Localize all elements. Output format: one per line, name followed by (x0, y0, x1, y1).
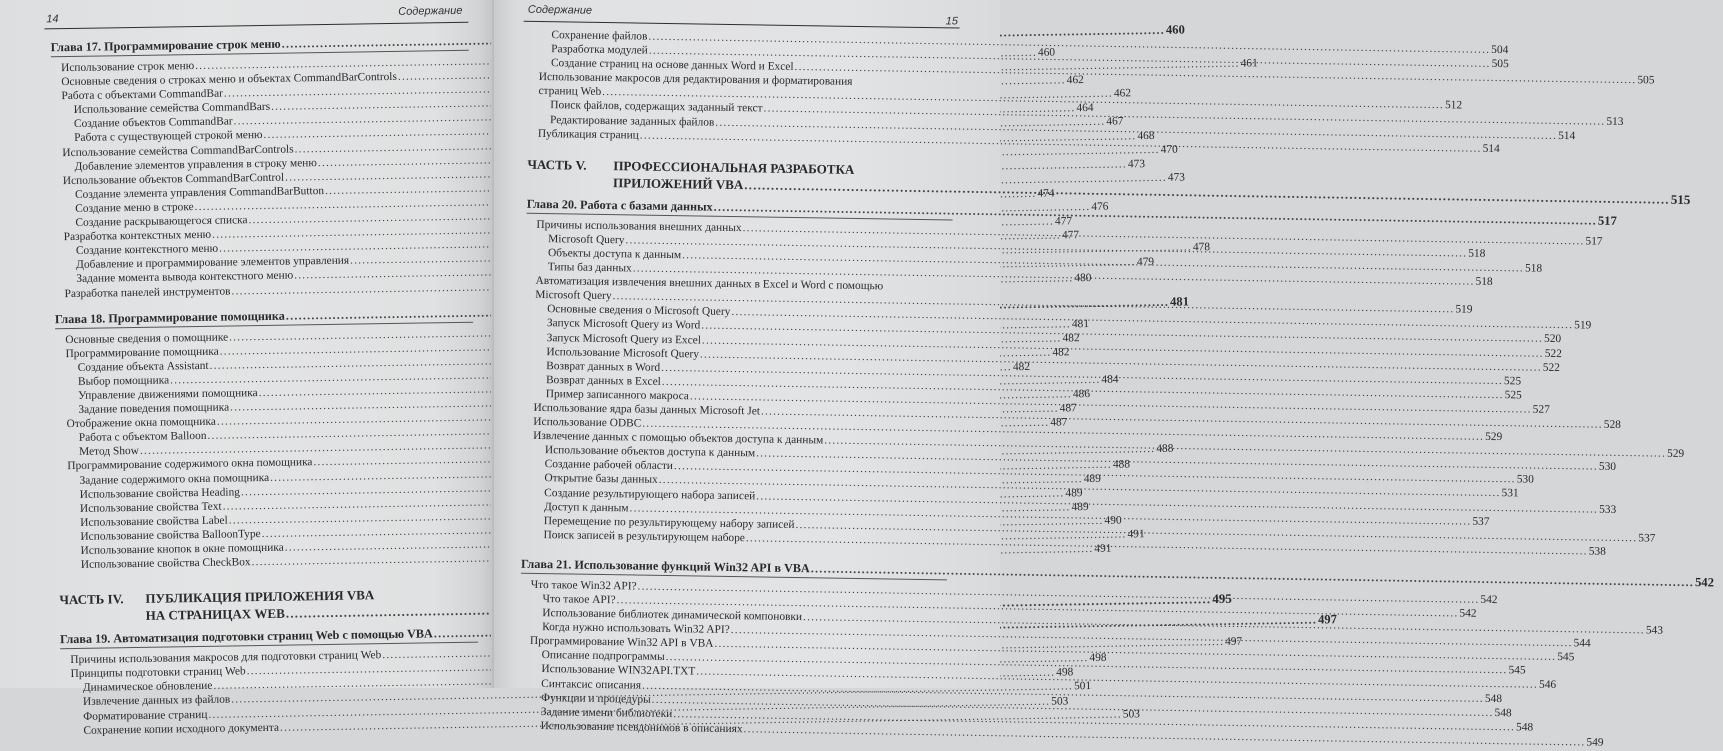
toc-entry[interactable]: Использование Microsoft Query ..... 522 (524, 344, 950, 365)
page-ref: 479 (1136, 256, 1155, 269)
page-ref: 542 (1459, 607, 1477, 620)
toc-entry[interactable]: Сохранение копии исходного документа ..... 503 (61, 717, 479, 738)
toc-entry[interactable]: Работа с объектами CommandBar ..... 462 (51, 83, 469, 104)
toc-entry[interactable]: Динамическое обновление ..... 498 (61, 675, 479, 696)
page-ref: 468 (1137, 129, 1155, 142)
page-ref: 474 (1037, 187, 1055, 200)
toc-entry[interactable]: Запуск Microsoft Query из Excel ..... 522 (525, 330, 951, 351)
toc-entry[interactable]: Использование семейства CommandBarControls ..... 468 (52, 139, 470, 160)
page-ref: 538 (1588, 545, 1606, 558)
page-ref: 503 (1122, 707, 1141, 721)
page-ref: 488 (1112, 457, 1131, 471)
page-ref: 522 (1544, 347, 1562, 360)
page-ref: 542 (1480, 593, 1498, 606)
page-ref: 487 (1050, 416, 1068, 429)
page-ref: 544 (1573, 637, 1591, 650)
toc-entry[interactable]: Создание объекта Assistant ..... 482 (56, 354, 474, 375)
toc-entry[interactable]: Управление движениями помощника ..... 484 (56, 383, 474, 404)
page-ref: 545 (1557, 651, 1575, 664)
toc-entry[interactable]: Возврат данных в Excel ..... 525 (524, 373, 950, 394)
toc-entry[interactable]: Использование объектов CommandBarControl ..... 473 (53, 167, 471, 188)
page-ref: 505 (1637, 74, 1655, 87)
chapter-heading[interactable]: Глава 18. Программирование помощника ..... 481 (55, 304, 473, 329)
page-ref: 491 (1094, 542, 1112, 556)
page-ref: 514 (1558, 129, 1576, 142)
page-ref: 514 (1482, 142, 1500, 155)
toc-entry[interactable]: Синтаксис описания ..... 548 (519, 676, 945, 697)
toc-entry[interactable]: Создание элемента управления CommandBarButton ..... 473 (53, 182, 471, 203)
page-ref: 477 (1054, 215, 1073, 228)
page-ref: 537 (1638, 531, 1656, 545)
toc-entry[interactable]: Использование свойства Label ..... 489 (58, 509, 476, 530)
page-ref: 528 (1603, 418, 1622, 431)
page-ref: 482 (1012, 360, 1031, 374)
page-ref: 478 (1192, 241, 1211, 254)
toc-entry[interactable]: Работа с существующей строкой меню ..... 467 (52, 125, 470, 146)
toc-entry[interactable]: Microsoft Query ..... 518 (526, 232, 952, 253)
toc-entry[interactable]: Основные сведения о помощнике ..... 481 (55, 326, 473, 347)
toc-entry[interactable]: Задание поведения помощника ..... 486 (56, 397, 474, 418)
toc-entry[interactable]: Добавление элементов управления в строку меню ..... 470 (52, 153, 470, 174)
page-ref: 491 (1127, 528, 1145, 541)
toc-entry[interactable]: Причины использования макросов для подготовки страниц Web ..... 497 (60, 647, 478, 668)
toc-entry-continuation[interactable]: страниц Web ..... 512 (528, 84, 954, 105)
page-ref: 537 (1472, 515, 1490, 528)
toc-entry[interactable]: Создание рабочей области ..... 530 (523, 457, 949, 478)
page-ref: 470 (1160, 143, 1178, 156)
page-ref: 476 (1091, 200, 1109, 213)
toc-entry[interactable]: Создание результирующего набора записей ..... 533 (522, 485, 948, 506)
chapter-heading[interactable]: Глава 21. Использование функций Win32 API в VBA ..... 542 (521, 556, 947, 581)
toc-entry[interactable]: Объекты доступа к данным ..... 518 (526, 246, 952, 267)
page-ref: 533 (1599, 503, 1617, 516)
toc-entry[interactable]: Задание имени библиотеки ..... 548 (519, 704, 945, 725)
toc-entry[interactable]: Запуск Microsoft Query из Word ..... 520 (525, 316, 951, 337)
toc-entry[interactable]: Принципы подготовки страниц Web ..... 498 (60, 661, 478, 682)
page-ref: 543 (1645, 624, 1664, 637)
chapter-heading[interactable]: Глава 17. Программирование строк меню ..... 460 (51, 33, 469, 58)
page-number: 15 (945, 15, 959, 28)
page-ref: 484 (1101, 373, 1119, 386)
toc-entry[interactable]: Сохранение файлов ..... 504 (529, 28, 955, 49)
page-ref: 467 (1106, 115, 1124, 129)
toc-entry[interactable]: Пример записанного макроса ..... 527 (524, 387, 950, 408)
toc-entry[interactable]: Причины использования внешних данных ..... 517 (526, 218, 952, 239)
page-ref: 477 (1061, 229, 1080, 242)
page-ref: 530 (1516, 473, 1534, 486)
toc-entry[interactable]: Доступ к данным ..... 537 (522, 499, 948, 520)
toc-entry[interactable]: Когда нужно использовать Win32 API? ..... 544 (520, 620, 946, 641)
toc-entry[interactable]: Использование семейства CommandBars ..... 462 (52, 97, 470, 118)
chapter-heading[interactable]: Глава 19. Автоматизация подготовки страниц Web с помощью VBA ..... 497 (60, 625, 478, 650)
toc-entry[interactable]: Использование псевдонимов в описаниях ..... 549 (518, 719, 944, 740)
page-ref: 501 (1073, 680, 1092, 693)
page-ref: 513 (1606, 116, 1624, 129)
header-rule (524, 21, 960, 29)
page-ref: 519 (1455, 303, 1473, 316)
page-ref: 520 (1543, 333, 1562, 346)
toc-entry[interactable]: Создание раскрывающегося списка ..... 476 (53, 210, 471, 231)
toc-entry[interactable]: Использование свойства CheckBox ..... 491 (59, 552, 477, 573)
page-ref: 489 (1083, 472, 1101, 485)
page-ref: 460 (1037, 46, 1056, 59)
page-ref: 530 (1598, 460, 1617, 474)
page-ref: 498 (1089, 652, 1107, 665)
toc-entry-continuation[interactable]: Microsoft Query ..... 519 (525, 288, 951, 309)
toc-entry[interactable]: Что такое API? ..... 542 (520, 592, 946, 613)
page-ref: 518 (1468, 247, 1486, 260)
page-ref: 531 (1501, 487, 1519, 500)
page-ref: 512 (1444, 99, 1463, 112)
page-ref: 488 (1156, 443, 1174, 456)
toc-entry[interactable]: Отображение окна помощника ..... 487 (57, 411, 475, 432)
page-ref: 503 (1051, 694, 1069, 708)
toc-entry[interactable]: Использование свойства BalloonType ..... 490 (58, 524, 476, 545)
toc-entry[interactable]: Разработка панелей инструментов ..... 480 (54, 280, 472, 301)
page-ref: 480 (1074, 271, 1092, 284)
toc-entry[interactable]: Использование объектов доступа к данным ..... 530 (523, 443, 949, 464)
page-ref: 481 (1071, 317, 1090, 330)
page-ref: 486 (1072, 388, 1091, 401)
toc-entry[interactable]: Использование макросов для редактирования и форматирования (538, 71, 853, 89)
toc-entry[interactable]: Типы баз данных ..... 518 (526, 260, 952, 281)
toc-entry[interactable]: Функции и процедуры ..... 548 (519, 690, 945, 711)
page-ref: 462 (1113, 87, 1132, 100)
toc-entry[interactable]: Использование WIN32API.TXT ..... 546 (519, 662, 945, 683)
page-ref: 490 (1104, 514, 1122, 527)
toc-entry[interactable]: Использование свойства Heading ..... 489 (58, 481, 476, 502)
page-ref: 549 (1586, 736, 1604, 749)
toc-entry[interactable]: Перемещение по результирующему набору записей ..... 537 (522, 513, 948, 534)
page-ref: 527 (1532, 403, 1550, 416)
toc-entry[interactable]: Выбор помощника ..... 482 (56, 369, 474, 390)
page-ref: 482 (1062, 331, 1080, 345)
toc-entry[interactable]: Открытие базы данных ..... 531 (522, 471, 948, 492)
toc-entry[interactable]: Создание страниц на основе данных Word и Excel ..... 505 (529, 56, 955, 77)
toc-entry[interactable]: Создание меню в строке ..... 474 (53, 196, 471, 217)
toc-entry[interactable]: Основные сведения о строках меню и объектах CommandBarControls ..... 461 (51, 69, 469, 90)
toc-entry[interactable]: Возврат данных в Word ..... 525 (524, 358, 950, 379)
page-ref: 529 (1666, 447, 1685, 461)
page-number: 14 (46, 13, 59, 26)
page-ref: 517 (1585, 235, 1603, 248)
toc-entry[interactable]: Извлечение данных из файлов ..... 501 (61, 689, 479, 710)
toc-entry[interactable]: Что такое Win32 API? ..... 542 (521, 578, 947, 599)
toc-entry[interactable]: Использование кнопок в окне помощника ..... 491 (59, 538, 477, 559)
page-ref: 489 (1065, 486, 1083, 500)
toc-entry[interactable]: Программирование помощника ..... 482 (55, 340, 473, 361)
toc-entry[interactable]: Использование ядра базы данных Microsoft Jet ..... 528 (523, 401, 949, 422)
page-ref: 498 (1056, 666, 1074, 679)
page-ref: 489 (1071, 500, 1089, 514)
toc-entry[interactable]: Создание контекстного меню ..... 477 (54, 238, 472, 259)
toc-entry[interactable]: Задание содержимого окна помощника ..... 488 (57, 467, 475, 488)
page-ref: 504 (1491, 43, 1509, 57)
toc-entry[interactable]: Поиск записей в результирующем наборе ..... 538 (521, 528, 947, 549)
page-ref: 461 (1240, 57, 1258, 70)
toc-entry[interactable]: Извлечение данных с помощью объектов доступа к данным ..... 529 (523, 429, 949, 450)
page-ref: 473 (1127, 157, 1146, 171)
page-ref: 497 (1225, 635, 1243, 649)
page-ref: 518 (1475, 275, 1493, 288)
toc-entry[interactable]: Описание подпрограммы ..... 545 (520, 648, 946, 669)
page-ref: 473 (1167, 171, 1186, 184)
page-ref: 548 (1516, 721, 1534, 734)
page-ref: 548 (1494, 706, 1512, 719)
toc-entry[interactable]: Работа с объектом Balloon ..... 487 (57, 425, 475, 446)
toc-entry[interactable]: Использование строк меню ..... 460 (51, 55, 469, 76)
chapter-heading[interactable]: Глава 20. Работа с базами данных ..... 517 (527, 196, 953, 221)
page-ref: 525 (1503, 374, 1522, 388)
toc-entry[interactable]: Использование ODBC ..... 529 (523, 415, 949, 436)
page-ref: 529 (1485, 430, 1503, 444)
part-heading[interactable]: ЧАСТЬ V. ПРОФЕССИОНАЛЬНАЯ РАЗРАБОТКА ПРИЛОЖЕНИЙ VBA ..... 515 (527, 157, 953, 197)
page-ref: 546 (1538, 679, 1557, 692)
toc-entry[interactable]: Основные сведения о Microsoft Query ..... 519 (525, 302, 951, 323)
toc-entry[interactable]: Автоматизация извлечения внешних данных в Excel и Word с помощью (535, 275, 884, 293)
toc-entry[interactable]: Использование свойства Text ..... 489 (58, 495, 476, 516)
toc-entry[interactable]: Публикация страниц ..... 514 (528, 126, 954, 147)
running-head: Содержание (527, 3, 593, 17)
toc-entry[interactable]: Поиск файлов, содержащих заданный текст ..... 513 (528, 98, 954, 119)
page-ref: 518 (1524, 262, 1543, 275)
toc-entry[interactable]: Создание объектов CommandBar ..... 464 (52, 111, 470, 132)
toc-entry[interactable]: Форматирование страниц ..... 503 (61, 703, 479, 724)
page-ref: 487 (1059, 402, 1077, 415)
part-heading[interactable]: ЧАСТЬ IV. ПУБЛИКАЦИЯ ПРИЛОЖЕНИЯ VBA НА СТРАНИЦАХ WEB ..... 495 (59, 586, 477, 626)
toc-entry[interactable]: Использование библиотек динамической компоновки ..... 543 (520, 606, 946, 627)
toc-entry[interactable]: Задание момента вывода контекстного меню ..... 479 (54, 266, 472, 287)
toc-entry[interactable]: Разработка контекстных меню ..... 477 (54, 224, 472, 245)
page-ref: 505 (1491, 58, 1509, 71)
toc-entry[interactable]: Добавление и программирование элементов управления ..... 478 (54, 252, 472, 273)
page-ref: 462 (1066, 74, 1084, 87)
running-head: Содержание (398, 4, 463, 18)
page-ref: 464 (1076, 102, 1094, 115)
toc-entry[interactable]: Метод Show ..... (57, 439, 475, 460)
toc-entry[interactable]: Редактирование заданных файлов ..... 514 (528, 112, 954, 133)
toc-entry[interactable]: Разработка модулей ..... 505 (529, 42, 955, 63)
page-ref: 522 (1542, 361, 1560, 374)
toc-entry[interactable]: Программирование Win32 API в VBA ..... 545 (520, 634, 946, 655)
page-ref: 545 (1508, 664, 1526, 677)
page-ref: 548 (1484, 692, 1503, 705)
toc-entry[interactable]: Программирование содержимого окна помощника ..... 488 (57, 453, 475, 474)
header-rule (44, 22, 468, 30)
page-ref: 519 (1574, 319, 1592, 332)
page-ref: 482 (1052, 346, 1070, 359)
page-ref: 525 (1504, 388, 1522, 402)
